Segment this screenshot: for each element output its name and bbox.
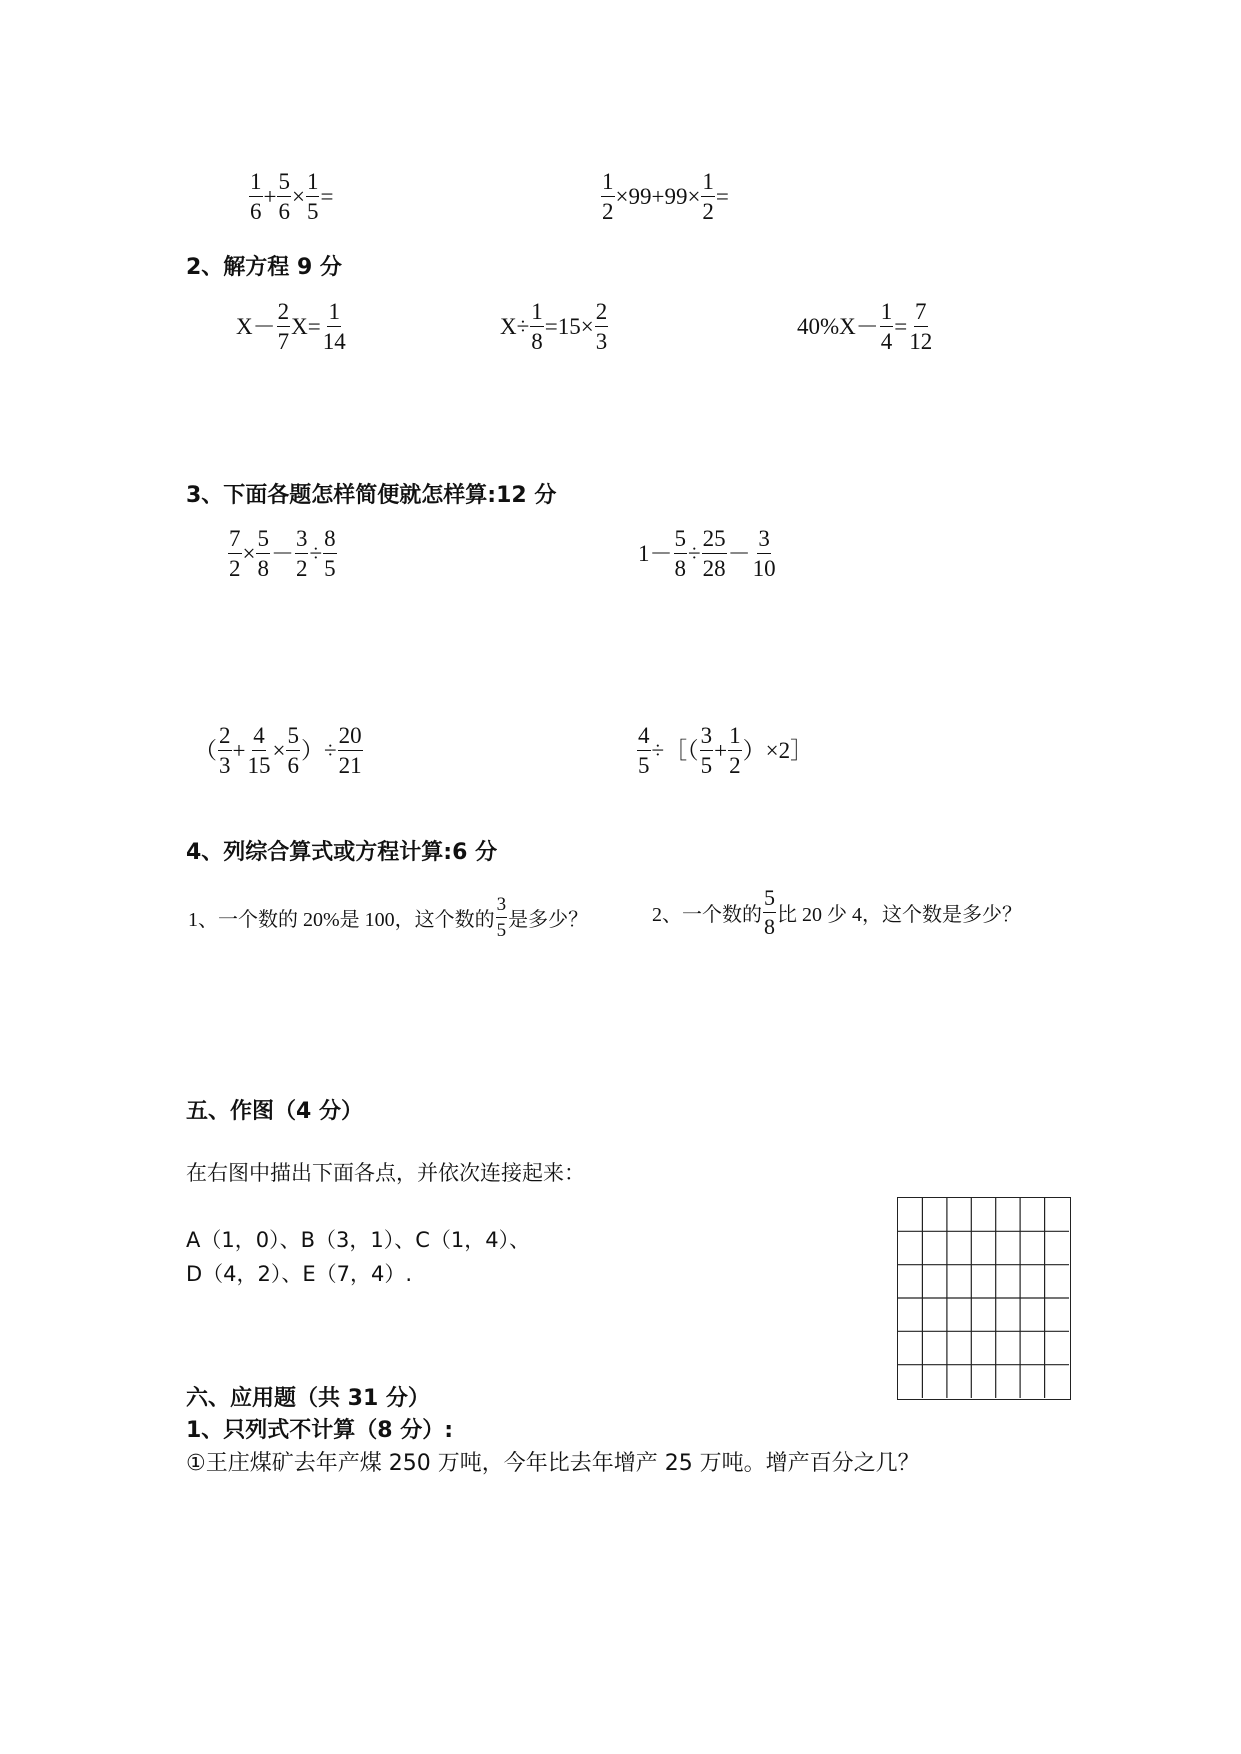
equals: = — [715, 184, 729, 209]
equation-middle: =15× — [544, 314, 594, 339]
denominator: 10 — [752, 556, 776, 581]
denominator: 5 — [306, 199, 319, 224]
equation-2 — [500, 300, 609, 353]
denominator: 2 — [602, 199, 614, 224]
denominator: 2 — [729, 753, 741, 778]
denominator: 5 — [324, 556, 336, 581]
denominator: 3 — [595, 329, 608, 354]
expression-row0-left — [248, 170, 333, 223]
subsection-1-heading: 1、只列式不计算（8 分）: — [186, 1418, 454, 1443]
expression-text: ×99+99× — [615, 184, 701, 209]
coordinate-grid[interactable] — [897, 1197, 1071, 1400]
denominator: 2 — [295, 556, 308, 581]
equation-3 — [797, 300, 934, 353]
numerator: 4 — [637, 724, 651, 751]
numerator: 1 — [327, 300, 341, 327]
numerator: 1 — [530, 300, 544, 327]
denominator: 15 — [247, 753, 271, 778]
operator: ÷ — [688, 541, 701, 566]
operator: × — [291, 184, 305, 209]
section-4-heading: 4、列综合算式或方程计算:6 分 — [186, 840, 498, 865]
denominator: 5 — [700, 753, 713, 778]
grid-lines — [898, 1198, 1069, 1398]
numerator: 4 — [252, 724, 266, 751]
equation-middle: = — [894, 314, 908, 339]
numerator: 2 — [277, 300, 291, 327]
operator: × — [242, 541, 256, 566]
operator: + — [714, 738, 728, 763]
numerator: 1 — [701, 170, 715, 197]
denominator: 7 — [277, 329, 290, 354]
numerator: 1 — [601, 170, 615, 197]
operator: + — [232, 738, 246, 763]
numerator: 1 — [249, 170, 263, 197]
numerator: 20 — [338, 724, 363, 751]
section-6-heading: 六、应用题（共 31 分） — [186, 1386, 430, 1411]
bracket-end: ）×2］ — [742, 738, 814, 763]
numerator: 25 — [702, 527, 727, 554]
points-line-1: A（1，0）、B（3，1）、C（1，4）、 — [186, 1228, 531, 1252]
denominator: 3 — [219, 753, 231, 778]
numerator: 5 — [674, 527, 688, 554]
drawing-instruction: 在右图中描出下面各点，并依次连接起来： — [186, 1161, 585, 1185]
problem-3-3 — [194, 724, 364, 777]
denominator: 28 — [702, 556, 726, 581]
word-problem-text: 1、一个数的 20%是 100，这个数的 — [188, 909, 495, 931]
equation-1 — [236, 300, 348, 353]
numerator: 3 — [700, 724, 714, 751]
equation-prefix: 40%X－ — [797, 314, 879, 339]
operator: + — [263, 184, 277, 209]
denominator: 8 — [257, 556, 269, 581]
denominator: 21 — [338, 753, 362, 778]
denominator: 12 — [909, 329, 933, 354]
operator: × — [272, 738, 286, 763]
expression-prefix: 1－ — [638, 541, 673, 566]
word-problem-text: 2、一个数的 — [652, 904, 762, 926]
numerator: 3 — [757, 527, 771, 554]
numerator: 5 — [277, 170, 291, 197]
numerator: 7 — [228, 527, 242, 554]
denominator: 2 — [229, 556, 241, 581]
operator: ÷ — [309, 541, 323, 566]
application-question-1: ①王庄煤矿去年产煤 250 万吨，今年比去年增产 25 万吨。增产百分之几？ — [186, 1451, 920, 1476]
word-problem-text: 是多少？ — [508, 909, 589, 931]
equals: = — [320, 184, 334, 209]
denominator: 5 — [638, 753, 650, 778]
numerator: 5 — [286, 724, 300, 751]
numerator: 5 — [256, 527, 270, 554]
denominator: 8 — [531, 329, 543, 354]
problem-3-2 — [638, 527, 778, 580]
denominator: 4 — [880, 329, 893, 354]
denominator: 6 — [250, 199, 262, 224]
numerator: 8 — [323, 527, 337, 554]
equation-prefix: X÷ — [500, 314, 530, 339]
numerator: 3 — [295, 527, 309, 554]
operator: － — [727, 541, 751, 566]
section-5-heading: 五、作图（4 分） — [186, 1099, 363, 1124]
denominator: 8 — [764, 914, 775, 939]
denominator: 6 — [278, 199, 290, 224]
numerator: 1 — [728, 724, 742, 751]
numerator: 5 — [763, 887, 776, 913]
numerator: 7 — [914, 300, 928, 327]
denominator: 2 — [702, 199, 714, 224]
section-2-heading: 2、解方程 9 分 — [186, 255, 342, 280]
denominator: 14 — [322, 329, 346, 354]
denominator: 8 — [674, 556, 686, 581]
divide-bracket: ÷［（ — [651, 738, 699, 763]
numerator: 1 — [306, 170, 320, 197]
open-paren: （ — [194, 738, 217, 763]
equation-middle: X= — [291, 314, 321, 339]
equation-prefix: X－ — [236, 314, 276, 339]
operator: － — [270, 541, 294, 566]
denominator: 5 — [496, 920, 507, 941]
points-line-2: D（4，2）、E（7，4）. — [186, 1262, 413, 1286]
section-3-heading: 3、下面各题怎样简便就怎样算:12 分 — [186, 483, 557, 508]
word-problem-2 — [652, 887, 1022, 938]
numerator: 2 — [595, 300, 609, 327]
word-problem-text: 比 20 少 4，这个数是多少？ — [777, 904, 1022, 926]
problem-3-4 — [636, 724, 813, 777]
expression-row0-right — [600, 170, 729, 223]
close-paren-divide: ）÷ — [300, 738, 337, 763]
problem-3-1 — [227, 527, 338, 580]
numerator: 1 — [880, 300, 894, 327]
numerator: 3 — [496, 895, 508, 918]
denominator: 6 — [287, 753, 299, 778]
word-problem-1 — [188, 895, 588, 940]
numerator: 2 — [218, 724, 232, 751]
